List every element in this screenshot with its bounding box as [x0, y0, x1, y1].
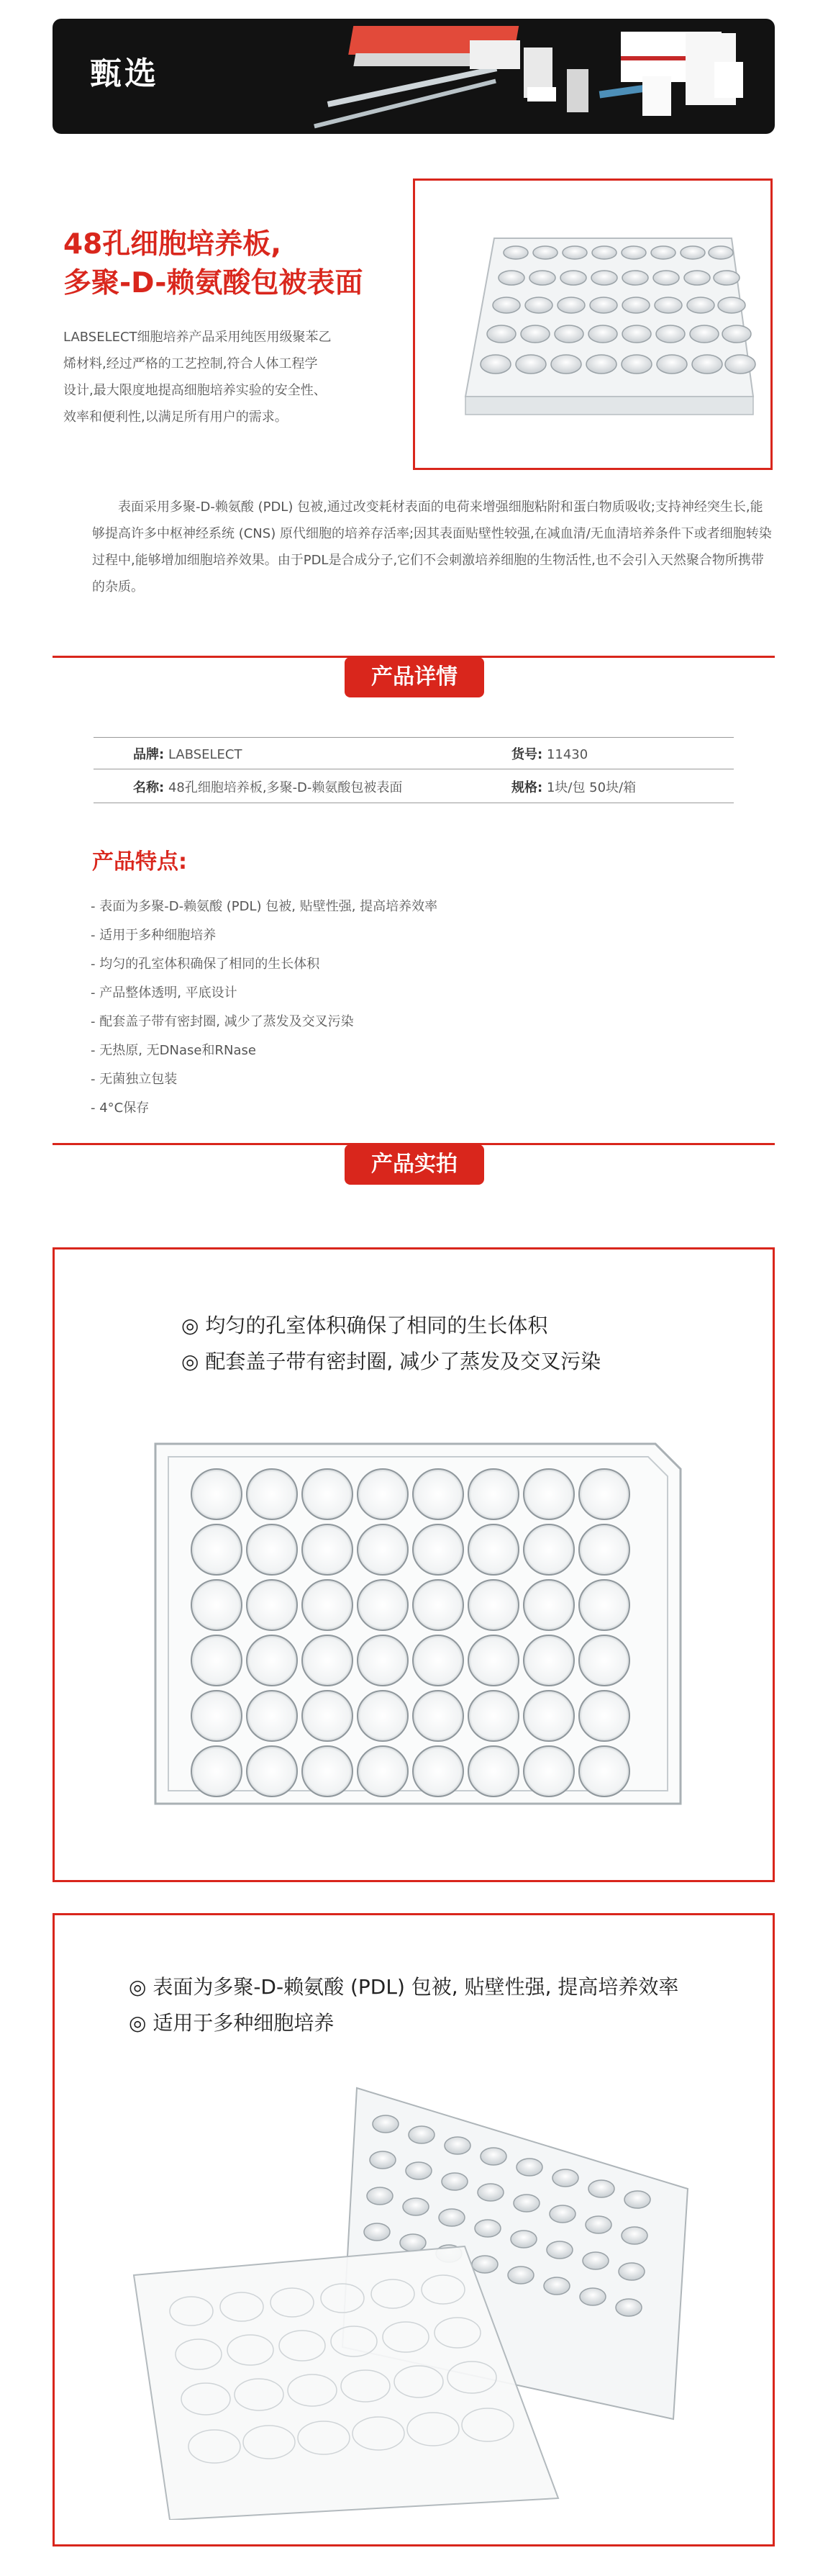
spec-pack-label: 规格: — [511, 780, 543, 795]
photo-box-angled-view — [53, 1913, 775, 2546]
spec-sku — [511, 744, 588, 763]
spec-name-label: 名称: — [133, 780, 165, 795]
spec-sku-label: 货号: — [511, 747, 543, 762]
top-banner — [53, 19, 775, 134]
section-tab-details: 产品详情 — [345, 657, 484, 697]
photo-bullet: ◎ 适用于多种细胞培养 — [129, 2011, 335, 2035]
product-photo-frame — [413, 178, 773, 470]
spec-pack — [511, 777, 636, 796]
spec-brand-value: LABSELECT — [168, 747, 242, 762]
spec-pack-value: 1块/包 50块/箱 — [546, 780, 637, 795]
intro-line: 设计,最大限度地提高细胞培养实验的安全性、 — [63, 383, 327, 398]
spec-sku-value: 11430 — [546, 747, 588, 762]
feature-item: - 无热原, 无DNase和RNase — [91, 1043, 256, 1058]
feature-item: - 无菌独立包装 — [91, 1072, 178, 1087]
feature-item: - 4°C保存 — [91, 1101, 150, 1116]
feature-item: - 产品整体透明, 平底设计 — [91, 985, 237, 1000]
intro-line: 烯材料,经过严格的工艺控制,符合人体工程学 — [63, 356, 318, 371]
spec-name-value: 48孔细胞培养板,多聚-D-赖氨酸包被表面 — [168, 780, 403, 795]
product-title-line: 48孔细胞培养板, — [63, 228, 282, 261]
spec-name — [133, 777, 402, 796]
feature-item: - 表面为多聚-D-赖氨酸 (PDL) 包被, 贴壁性强, 提高培养效率 — [91, 899, 438, 914]
intro-description — [63, 324, 380, 430]
feature-item: - 适用于多种细胞培养 — [91, 928, 217, 943]
spec-brand — [133, 744, 242, 763]
brand-title: 甄选 — [90, 55, 159, 92]
photo-box-top-view — [53, 1247, 775, 1882]
product-title — [63, 225, 401, 303]
plate-top-view-image — [148, 1437, 688, 1811]
intro-line: LABSELECT细胞培养产品采用纯医用级聚苯乙 — [63, 330, 332, 345]
feature-item: - 均匀的孔室体积确保了相同的生长体积 — [91, 957, 320, 972]
intro-line: 效率和便利性,以满足所有用户的需求。 — [63, 410, 288, 425]
table-rule — [94, 737, 734, 738]
photo-bullet: ◎ 均匀的孔室体积确保了相同的生长体积 — [181, 1314, 548, 1337]
product-title-line: 多聚-D-赖氨酸包被表面 — [63, 267, 363, 299]
banner-products-image — [283, 19, 775, 134]
feature-item: - 配套盖子带有密封圈, 减少了蒸发及交叉污染 — [91, 1014, 354, 1029]
plate-with-lid-image — [127, 2059, 716, 2520]
photo-bullet: ◎ 表面为多聚-D-赖氨酸 (PDL) 包被, 贴壁性强, 提高培养效率 — [129, 1975, 679, 1999]
description-paragraph: 表面采用多聚-D-赖氨酸 (PDL) 包被,通过改变耗材表面的电荷来增强细胞粘附和蛋白物质吸收;支持神经突生长,能够提高许多中枢神经系统 (CNS) 原代细胞的培养存活率;因其表面贴壁性较强,在减血清/无血清培养条件下或者细胞转染过程中,能够增加细胞培养效果。由于PDL是合成分子,它们不会刺激培养细胞的生物活性,也不会引入天然聚合物所携带的杂质。 — [92, 500, 772, 595]
features-title: 产品特点: — [92, 849, 187, 875]
section-tab-photos: 产品实拍 — [345, 1144, 484, 1185]
plate-angled-image — [415, 181, 770, 468]
spec-brand-label: 品牌: — [133, 747, 165, 762]
photo-bullet: ◎ 配套盖子带有密封圈, 减少了蒸发及交叉污染 — [181, 1350, 601, 1373]
